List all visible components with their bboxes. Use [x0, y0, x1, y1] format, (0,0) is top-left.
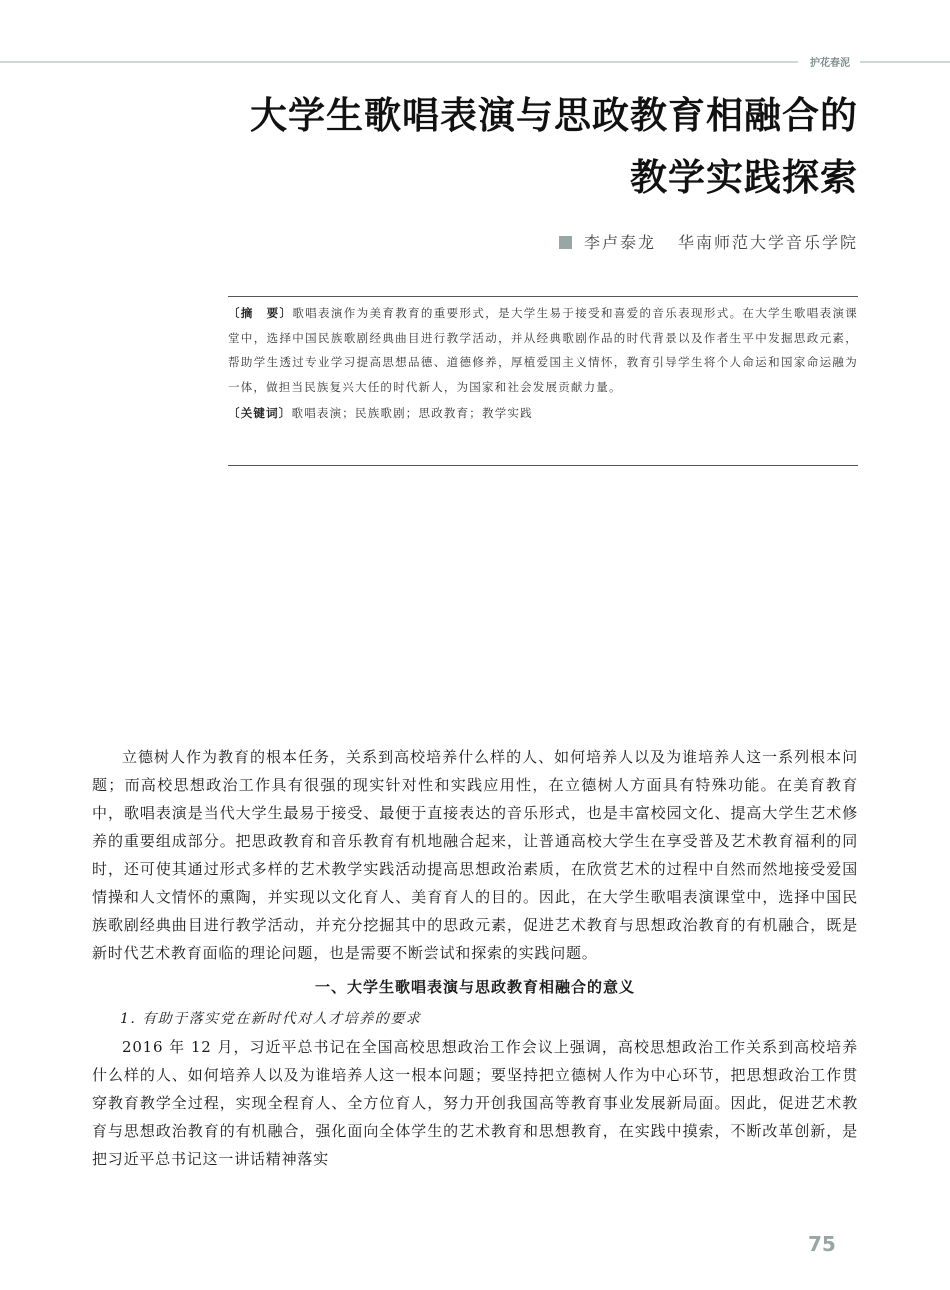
- abstract-block: [228, 301, 858, 426]
- section-heading: 一、大学生歌唱表演与思政教育相融合的意义: [314, 978, 635, 996]
- page-number: 75: [808, 1232, 836, 1256]
- title-line-1: 大学生歌唱表演与思政教育相融合的: [250, 93, 858, 137]
- abstract-label: 〔摘 要〕: [228, 306, 293, 320]
- author: 李卢泰龙: [583, 233, 656, 252]
- article-body: [92, 743, 858, 1173]
- section-tag: 护花春泥: [810, 58, 850, 69]
- subsection-heading: 1. 有助于落实党在新时代对人才培养的要求: [120, 1011, 422, 1027]
- abstract-bottom-rule: [228, 465, 858, 466]
- keywords: [228, 401, 858, 426]
- keywords-label: 〔关键词〕: [228, 406, 292, 420]
- header-rule-right: [860, 61, 950, 63]
- affiliation: 华南师范大学音乐学院: [677, 233, 858, 252]
- keywords-text: 歌唱表演；民族歌剧；思政教育；教学实践: [291, 406, 533, 420]
- byline: [559, 230, 858, 253]
- intro-paragraph: 立德树人作为教育的根本任务，关系到高校培养什么样的人、如何培养人以及为谁培养人这一系列根本问题；而高校思想政治工作具有很强的现实针对性和实践应用性，在立德树人方面具有特殊功能。在美育教育中，歌唱表演是当代大学生最易于接受、最便于直接表达的音乐形式，也是丰富校园文化、提高大学生艺术修养的重要组成部分。把思政教育和音乐教育有机地融合起来，让普通高校大学生在享受普及艺术教育福利的同时，还可使其通过形式多样的艺术教学实践活动提高思想政治素质，在欣赏艺术的过程中自然而然地接受爱国情操和人文情怀的熏陶，并实现以文化育人、美育育人的目的。因此，在大学生歌唱表演课堂中，选择中国民族歌剧经典曲目进行教学活动，并充分挖掘其中的思政元素，促进艺术教育与思想政治教育的有机融合，既是新时代艺术教育面临的理论问题，也是需要不断尝试和探索的实践问题。: [92, 748, 858, 962]
- square-bullet-icon: [559, 236, 572, 249]
- body-paragraph: 2016 年 12 月，习近平总书记在全国高校思想政治工作会议上强调，高校思想政治工作关系到高校培养什么样的人、如何培养人以及为谁培养人这一根本问题；要坚持把立德树人作为中心环节，把思想政治工作贯穿教育教学全过程，实现全程育人、全方位育人，努力开创我国高等教育事业发展新局面。因此，促进艺术教育与思想政治教育的有机融合，强化面向全体学生的艺术教育和思想教育，在实践中摸索，不断改革创新，是把习近平总书记这一讲话精神落实: [92, 1038, 858, 1168]
- article-title: [158, 84, 858, 208]
- abstract: [228, 301, 858, 399]
- header-rule-left: [0, 61, 798, 63]
- abstract-top-rule: [228, 296, 858, 297]
- title-line-2: 教学实践探索: [630, 155, 858, 199]
- abstract-text: 歌唱表演作为美育教育的重要形式，是大学生易于接受和喜爱的音乐表现形式。在大学生歌唱表演课堂中，选择中国民族歌剧经典曲目进行教学活动，并从经典歌剧作品的时代背景以及作者生平中发掘思政元素，帮助学生透过专业学习提高思想品德、道德修养，厚植爱国主义情怀，教育引导学生将个人命运和国家命运融为一体，做担当民族复兴大任的时代新人，为国家和社会发展贡献力量。: [228, 306, 859, 394]
